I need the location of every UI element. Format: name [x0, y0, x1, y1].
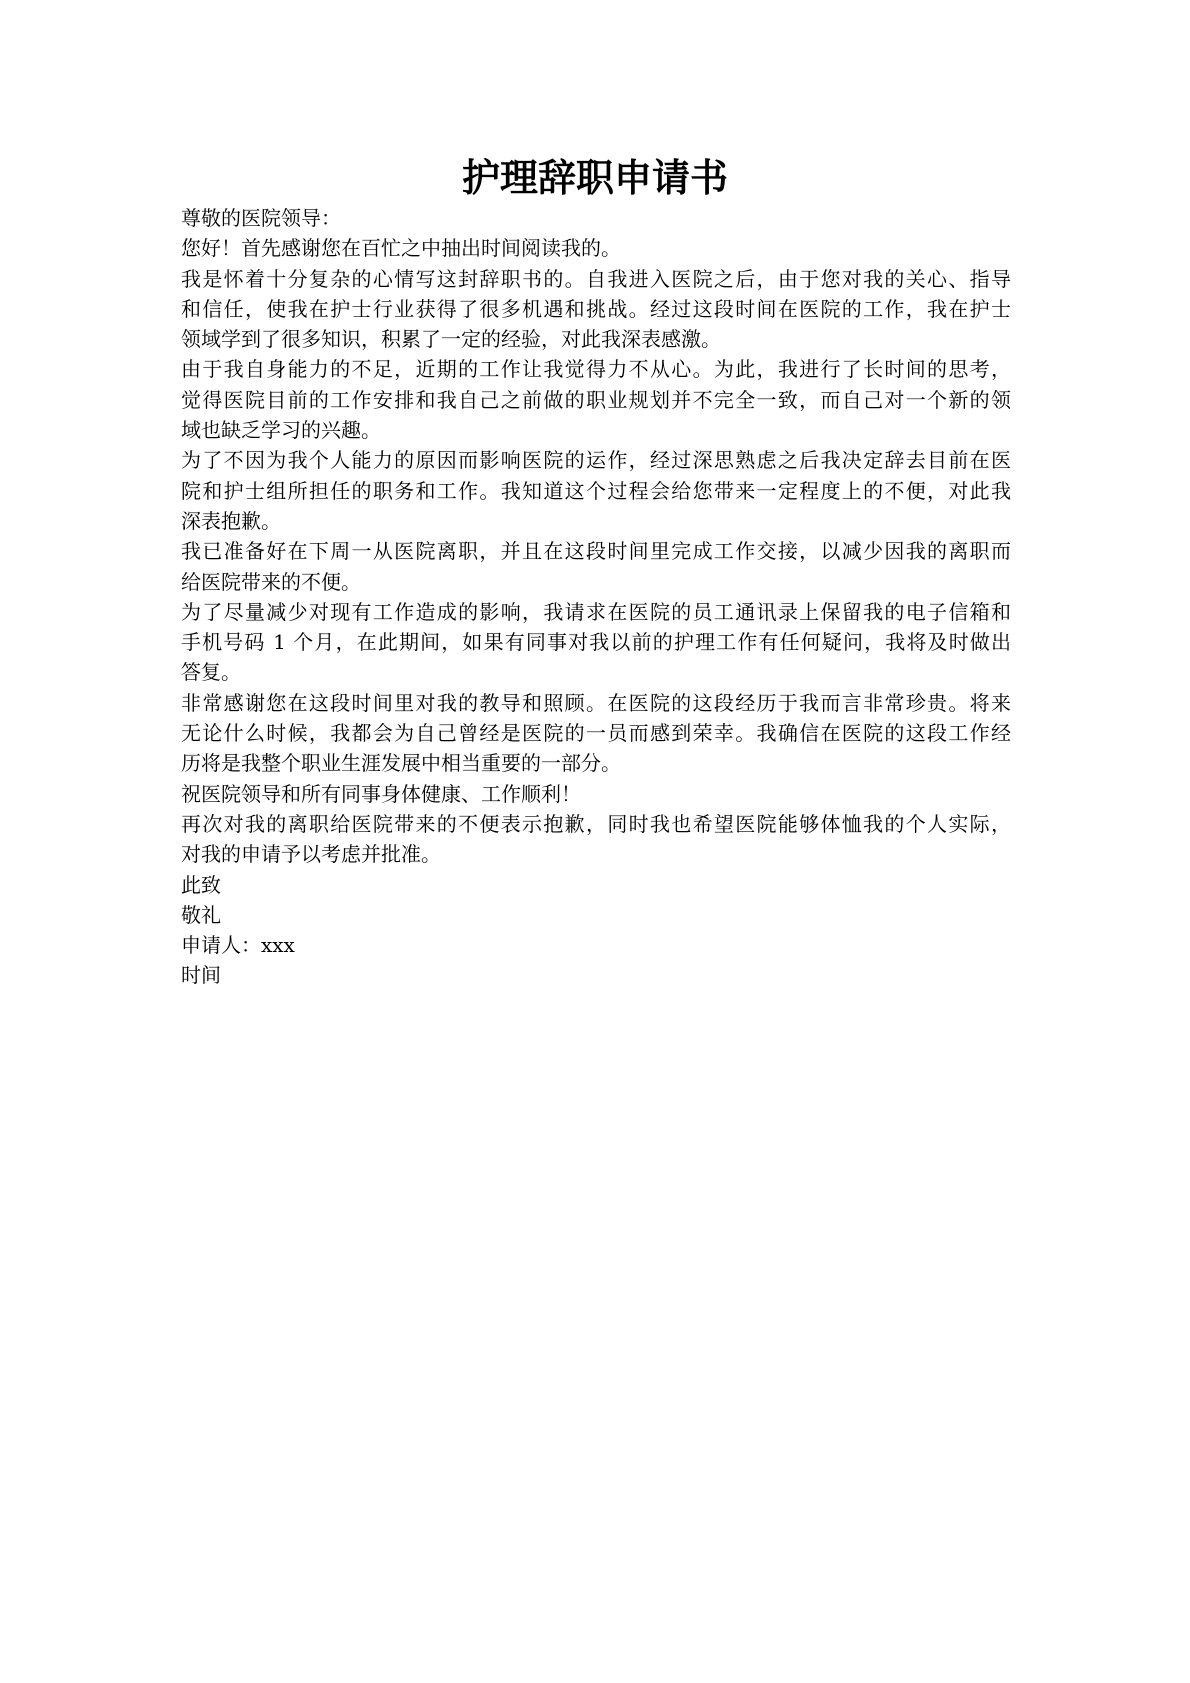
text-line: 历将是我整个职业生涯发展中相当重要的一部分。 — [181, 751, 621, 776]
paragraph — [181, 960, 1011, 990]
text-line: 我是怀着十分复杂的心情写这封辞职书的。自我进入医院之后，由于您对我的关心、指导 — [181, 266, 1011, 291]
text-line: 对我的申请予以考虑并批准。 — [181, 842, 441, 867]
text-line: 祝医院领导和所有同事身体健康、工作顺利！ — [181, 781, 581, 806]
paragraph — [181, 930, 1011, 960]
paragraph — [181, 203, 1011, 233]
paragraph — [181, 688, 1011, 779]
text-line: 我已准备好在下周一从医院离职，并且在这段时间里完成工作交接，以减少因我的离职而 — [181, 539, 1011, 564]
paragraph — [181, 870, 1011, 900]
paragraph — [181, 779, 1011, 809]
text-line: 时间 — [181, 963, 221, 988]
text-line: 给医院带来的不便。 — [181, 569, 361, 594]
text-line: 敬礼 — [181, 902, 221, 927]
text-line: 再次对我的离职给医院带来的不便表示抱歉，同时我也希望医院能够体恤我的个人实际， — [181, 811, 1011, 836]
paragraph — [181, 445, 1011, 536]
paragraph — [181, 264, 1011, 355]
document-title: 护理辞职申请书 — [461, 156, 728, 200]
paragraph — [181, 597, 1011, 688]
text-line: 手机号码 1 个月，在此期间，如果有同事对我以前的护理工作有任何疑问，我将及时做出 — [181, 630, 1011, 655]
paragraph — [181, 809, 1011, 870]
paragraph — [181, 536, 1011, 597]
text-line: 尊敬的医院领导： — [181, 206, 341, 230]
paragraph — [181, 233, 1011, 263]
text-line: 域也缺乏学习的兴趣。 — [181, 418, 381, 443]
letter-body — [181, 203, 1011, 991]
text-line: 无论什么时候，我都会为自己曾经是医院的一员而感到荣幸。我确信在医院的这段工作经 — [181, 721, 1011, 746]
text-line: 您好！首先感谢您在百忙之中抽出时间阅读我的。 — [181, 236, 621, 261]
text-line: 此致 — [181, 872, 221, 897]
text-line: 非常感谢您在这段时间里对我的教导和照顾。在医院的这段经历于我而言非常珍贵。将来 — [181, 690, 1011, 715]
text-line: 答复。 — [181, 660, 241, 685]
text-line: 申请人：xxx — [181, 933, 295, 958]
paragraph — [181, 354, 1011, 445]
text-line: 为了尽量减少对现有工作造成的影响，我请求在医院的员工通讯录上保留我的电子信箱和 — [181, 599, 1011, 624]
text-line: 和信任，使我在护士行业获得了很多机遇和挑战。经过这段时间在医院的工作，我在护士 — [181, 296, 1011, 321]
text-line: 院和护士组所担任的职务和工作。我知道这个过程会给您带来一定程度上的不便，对此我 — [181, 478, 1011, 503]
text-line: 觉得医院目前的工作安排和我自己之前做的职业规划并不完全一致，而自己对一个新的领 — [181, 387, 1011, 412]
text-line: 由于我自身能力的不足，近期的工作让我觉得力不从心。为此，我进行了长时间的思考， — [181, 357, 1011, 382]
text-line: 深表抱歉。 — [181, 508, 281, 533]
text-line: 为了不因为我个人能力的原因而影响医院的运作，经过深思熟虑之后我决定辞去目前在医 — [181, 448, 1011, 473]
text-line: 领域学到了很多知识，积累了一定的经验，对此我深表感激。 — [181, 327, 721, 352]
paragraph — [181, 900, 1011, 930]
